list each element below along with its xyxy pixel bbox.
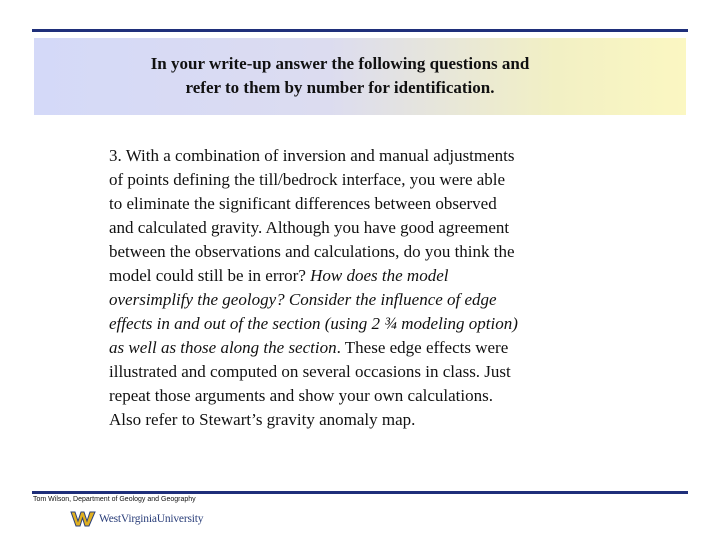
body-line-7-italic: oversimplify the geology? Consider the influence of edge — [109, 290, 497, 309]
body-line-6-plain: model could still be in error? — [109, 266, 311, 285]
body-line-8-italic: effects in and out of the section (using 2 ¾ modeling option) — [109, 314, 518, 333]
body-line-9 — [109, 336, 609, 360]
body-line-6-italic: How does the model — [310, 266, 449, 285]
top-rule — [32, 29, 688, 32]
title-line-2: refer to them by number for identification. — [185, 78, 495, 97]
body-line-8 — [109, 312, 609, 336]
university-name: WestVirginiaUniversity — [99, 513, 204, 525]
flying-wv-icon — [70, 510, 96, 528]
body-line-7 — [109, 288, 609, 312]
body-line-12: Also refer to Stewart’s gravity anomaly map. — [109, 410, 416, 429]
bottom-rule — [32, 491, 688, 494]
slide-title — [34, 52, 646, 100]
body-line-11: repeat those arguments and show your own calculations. — [109, 386, 493, 405]
body-line-9-plain: . These edge effects were — [336, 338, 509, 357]
title-line-1: In your write-up answer the following questions and — [150, 54, 530, 73]
body-line-5: between the observations and calculations, do you think the — [109, 242, 515, 261]
body-line-3: to eliminate the significant differences between observed — [109, 194, 497, 213]
body-line-9-italic: as well as those along the section — [109, 338, 337, 357]
body-line-4: and calculated gravity. Although you have good agreement — [109, 218, 510, 237]
body-line-10: illustrated and computed on several occasions in class. Just — [109, 362, 511, 381]
body-line-1: 3. With a combination of inversion and manual adjustments — [109, 146, 515, 165]
body-line-6 — [109, 264, 609, 288]
body-line-2: of points defining the till/bedrock interface, you were able — [109, 170, 506, 189]
university-logo — [70, 508, 203, 530]
footer-credit: Tom Wilson, Department of Geology and Geography — [33, 496, 196, 503]
question-text — [109, 144, 609, 432]
